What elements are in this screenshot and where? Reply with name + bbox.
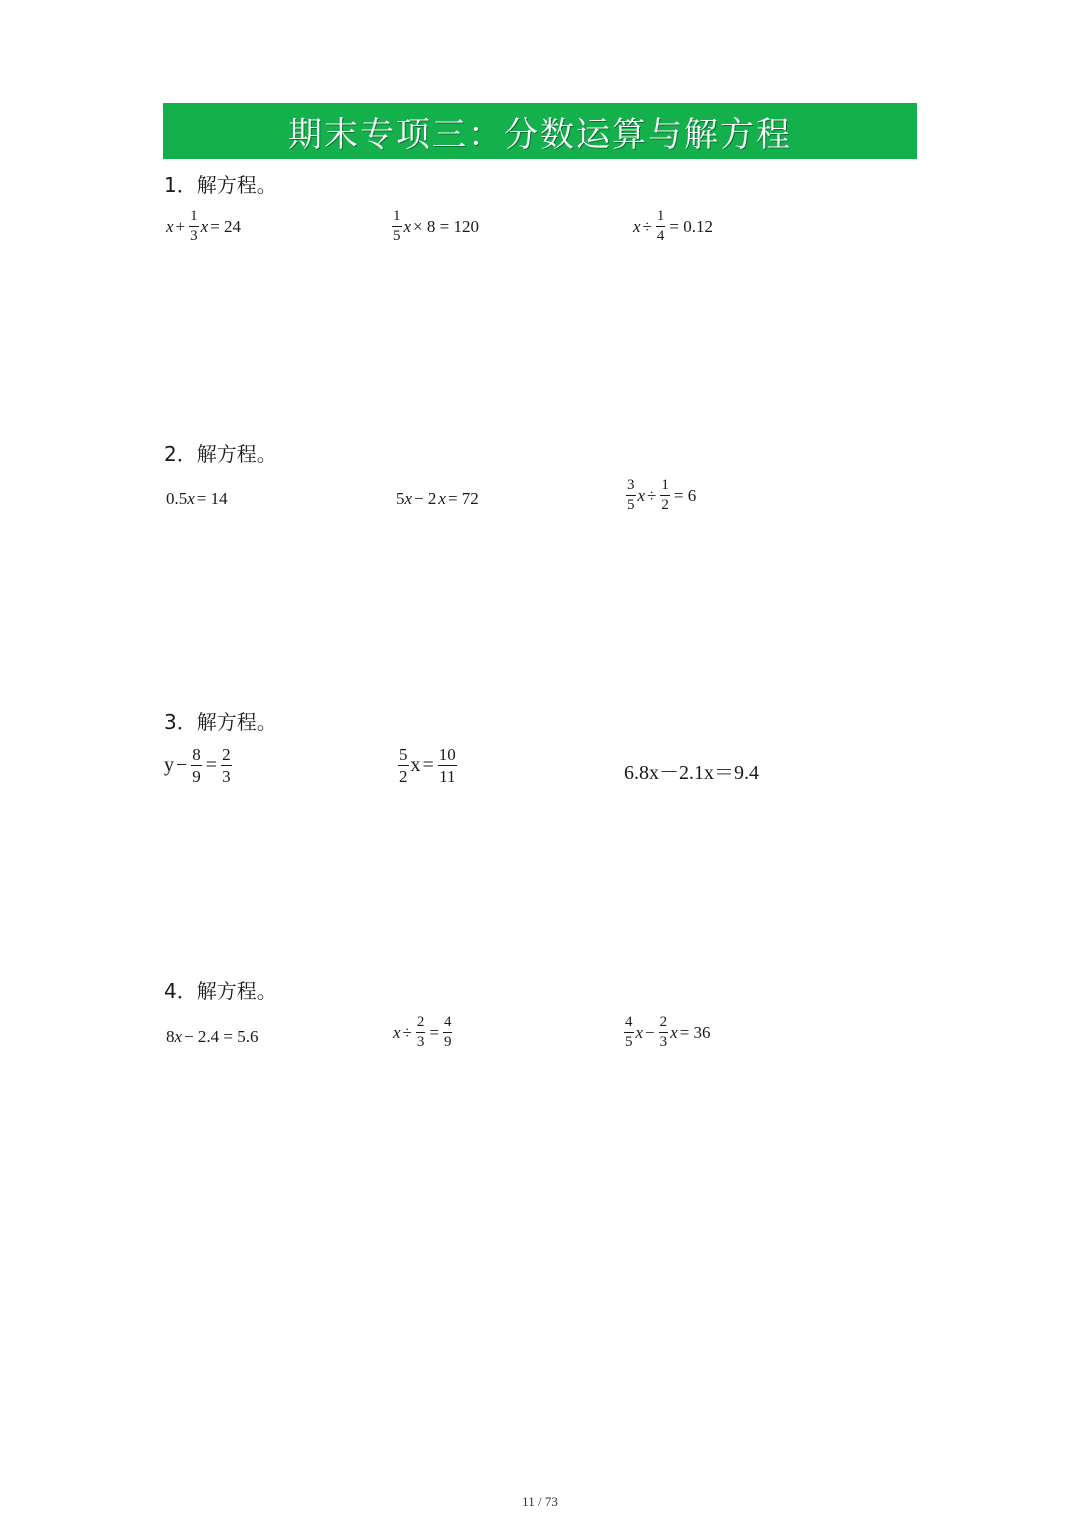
fraction: $\frac{4}{9}$ <box>443 1014 452 1050</box>
page-total: 73 <box>544 1494 558 1509</box>
page-separator: / <box>537 1494 542 1509</box>
equation-2-3: $\frac{3}{5}$ x ÷ $\frac{1}{2}$ = 6 <box>627 477 697 513</box>
fraction: $\frac{2}{3}$ <box>222 745 231 786</box>
fraction: $\frac{5}{2}$ <box>399 745 408 786</box>
equation-4-1: 8 x − 2.4 = 5.6 <box>166 1027 259 1046</box>
equation-3-1: y − $\frac{8}{9}$ = $\frac{2}{3}$ <box>164 745 231 786</box>
fraction: $\frac{1}{4}$ <box>656 208 665 244</box>
page-title: 期末专项三：分数运算与解方程 <box>288 114 792 155</box>
equation-1-1: x + $\frac{1}{3}$ x = 24 <box>166 208 242 244</box>
page-number <box>0 1494 1080 1510</box>
fraction: $\frac{1}{3}$ <box>190 208 198 244</box>
fraction: $\frac{10}{11}$ <box>438 745 456 786</box>
equation-4-2: x ÷ $\frac{2}{3}$ = $\frac{4}{9}$ <box>393 1014 452 1050</box>
fraction: $\frac{1}{5}$ <box>393 208 401 244</box>
fraction: $\frac{3}{5}$ <box>627 477 635 513</box>
equation-1-2: $\frac{1}{5}$ x × 8 = 120 <box>393 208 479 244</box>
fraction: $\frac{2}{3}$ <box>416 1014 425 1050</box>
page-current: 11 <box>522 1494 535 1509</box>
equation-3-2: $\frac{5}{2}$ x = $\frac{10}{11}$ <box>399 745 456 786</box>
equation-4-3: $\frac{4}{5}$ x − $\frac{2}{3}$ x = 36 <box>625 1014 711 1050</box>
section-heading-2: 2．解方程。 <box>164 442 277 466</box>
fraction: $\frac{2}{3}$ <box>659 1014 668 1050</box>
section-heading-1: 1．解方程。 <box>164 173 277 197</box>
equation-2-1: 0.5 x = 14 <box>166 489 228 508</box>
fraction: $\frac{4}{5}$ <box>625 1014 633 1050</box>
fraction: $\frac{8}{9}$ <box>192 745 201 786</box>
section-heading-4: 4．解方程。 <box>164 979 277 1003</box>
fraction: $\frac{1}{2}$ <box>661 477 669 513</box>
equation-1-3: x ÷ $\frac{1}{4}$ = 0.12 <box>633 208 713 244</box>
equation-2-2: 5 x − 2 x = 72 <box>396 489 479 508</box>
title-banner <box>163 103 917 159</box>
section-heading-3: 3．解方程。 <box>164 710 277 734</box>
equation-3-3: 6.8x－2.1x＝9.4 <box>624 762 759 784</box>
